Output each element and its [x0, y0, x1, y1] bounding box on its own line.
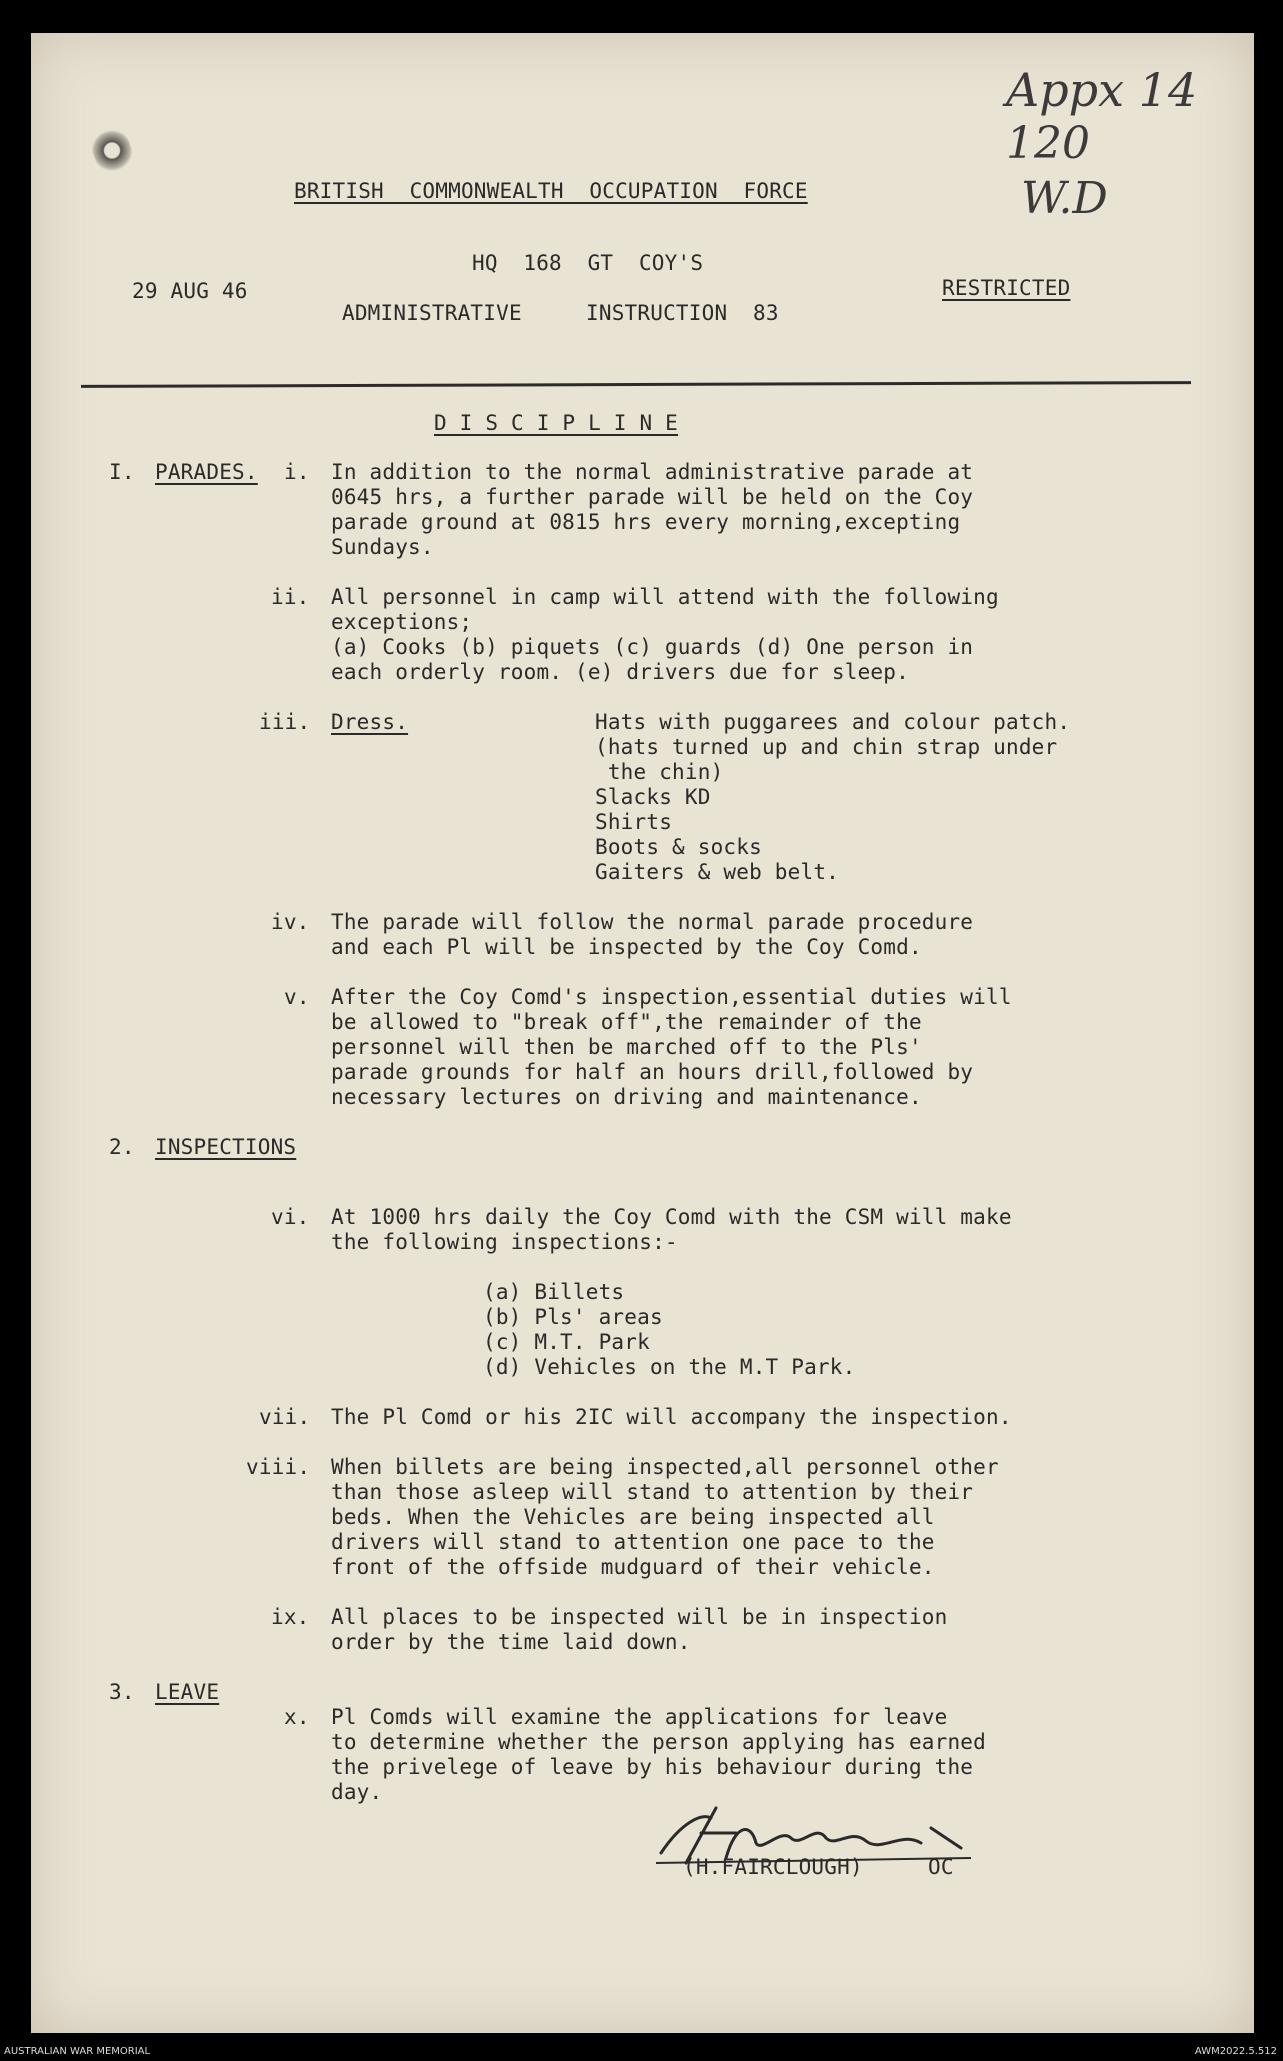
document-date: 29 AUG 46	[132, 279, 248, 303]
section-number-inspections: 2.	[109, 1135, 135, 1159]
dress-item: Shirts	[595, 810, 673, 834]
footer-accession: AWM2022.5.512	[1194, 2046, 1277, 2057]
para-iv-number: iv.	[271, 910, 310, 934]
para-x-line: Pl Comds will examine the applications for leave	[331, 1705, 948, 1729]
para-viii-line: front of the offside mudguard of their vehicle.	[331, 1555, 935, 1579]
inspection-list-item: (a) Billets	[483, 1280, 625, 1304]
dress-item: Boots & socks	[595, 835, 762, 859]
para-v-line: be allowed to "break off",the remainder of the	[331, 1010, 922, 1034]
dress-item: Gaiters & web belt.	[595, 860, 840, 884]
para-i-line: In addition to the normal administrative parade at	[331, 460, 974, 484]
para-vi-line: the following inspections:-	[331, 1230, 678, 1254]
dress-item: Hats with puggarees and colour patch.	[595, 710, 1071, 734]
para-ii-line: exceptions;	[331, 610, 473, 634]
classification-label: RESTRICTED	[942, 276, 1071, 300]
para-ix-line: All places to be inspected will be in inspection	[331, 1605, 948, 1629]
header-divider	[81, 381, 1191, 388]
instruction-title: ADMINISTRATIVE INSTRUCTION 83	[342, 301, 779, 325]
handwritten-annotation-line3: W.D	[1021, 173, 1108, 224]
para-vii-line: The Pl Comd or his 2IC will accompany the inspection.	[331, 1405, 1012, 1429]
inspection-list-item: (d) Vehicles on the M.T Park.	[483, 1355, 856, 1379]
para-ii-line: All personnel in camp will attend with the following	[331, 585, 999, 609]
para-ix-line: order by the time laid down.	[331, 1630, 691, 1654]
para-v-line: After the Coy Comd's inspection,essential duties will	[331, 985, 1012, 1009]
section-number-leave: 3.	[109, 1680, 135, 1704]
para-iii-number: iii.	[259, 710, 311, 734]
staple-mark	[86, 123, 137, 178]
para-v-number: v.	[284, 985, 310, 1009]
section-title: D I S C I P L I N E	[434, 411, 679, 435]
para-vi-number: vi.	[271, 1205, 310, 1229]
para-v-line: parade grounds for half an hours drill,followed by	[331, 1060, 974, 1084]
section-heading-leave: LEAVE	[155, 1680, 220, 1704]
document-page	[31, 33, 1254, 2033]
para-viii-line: When billets are being inspected,all personnel other	[331, 1455, 999, 1479]
para-i-number: i.	[284, 460, 310, 484]
handwritten-annotation-line2: 120	[1006, 118, 1090, 169]
para-x-line: the privelege of leave by his behaviour during the	[331, 1755, 974, 1779]
para-ii-line: (a) Cooks (b) piquets (c) guards (d) One person in	[331, 635, 974, 659]
section-heading-inspections: INSPECTIONS	[155, 1135, 297, 1159]
para-vii-number: vii.	[259, 1405, 311, 1429]
para-x-line: day.	[331, 1780, 383, 1804]
section-number-parades: I.	[109, 460, 135, 484]
hq-heading: HQ 168 GT COY'S	[472, 251, 704, 275]
para-x-number: x.	[284, 1705, 310, 1729]
footer-source: AUSTRALIAN WAR MEMORIAL	[4, 2046, 151, 2057]
para-x-line: to determine whether the person applying has earned	[331, 1730, 986, 1754]
para-viii-line: than those asleep will stand to attention by their	[331, 1480, 974, 1504]
para-i-line: 0645 hrs, a further parade will be held on the Coy	[331, 485, 974, 509]
para-iv-line: and each Pl will be inspected by the Coy Comd.	[331, 935, 922, 959]
para-v-line: personnel will then be marched off to the Pls'	[331, 1035, 922, 1059]
para-ix-number: ix.	[271, 1605, 310, 1629]
handwritten-annotation-line1: Appx 14	[1006, 63, 1198, 117]
para-vi-line: At 1000 hrs daily the Coy Comd with the CSM will make	[331, 1205, 1012, 1229]
para-viii-line: drivers will stand to attention one pace to the	[331, 1530, 935, 1554]
dress-item: the chin)	[595, 760, 724, 784]
section-heading-parades: PARADES.	[155, 460, 258, 484]
dress-item: Slacks KD	[595, 785, 711, 809]
inspection-list-item: (b) Pls' areas	[483, 1305, 663, 1329]
para-v-line: necessary lectures on driving and maintenance.	[331, 1085, 922, 1109]
para-viii-number: viii.	[246, 1455, 311, 1479]
signature-role: OC	[928, 1855, 954, 1879]
para-ii-number: ii.	[271, 585, 310, 609]
signature-printed-name: (H.FAIRCLOUGH)	[683, 1855, 863, 1879]
dress-item: (hats turned up and chin strap under	[595, 735, 1058, 759]
para-viii-line: beds. When the Vehicles are being inspected all	[331, 1505, 935, 1529]
force-heading: BRITISH COMMONWEALTH OCCUPATION FORCE	[294, 179, 808, 203]
para-i-line: parade ground at 0815 hrs every morning,excepting	[331, 510, 961, 534]
para-iv-line: The parade will follow the normal parade procedure	[331, 910, 974, 934]
para-iii-label: Dress.	[331, 710, 409, 734]
para-ii-line: each orderly room. (e) drivers due for sleep.	[331, 660, 909, 684]
inspection-list-item: (c) M.T. Park	[483, 1330, 650, 1354]
para-i-line: Sundays.	[331, 535, 434, 559]
